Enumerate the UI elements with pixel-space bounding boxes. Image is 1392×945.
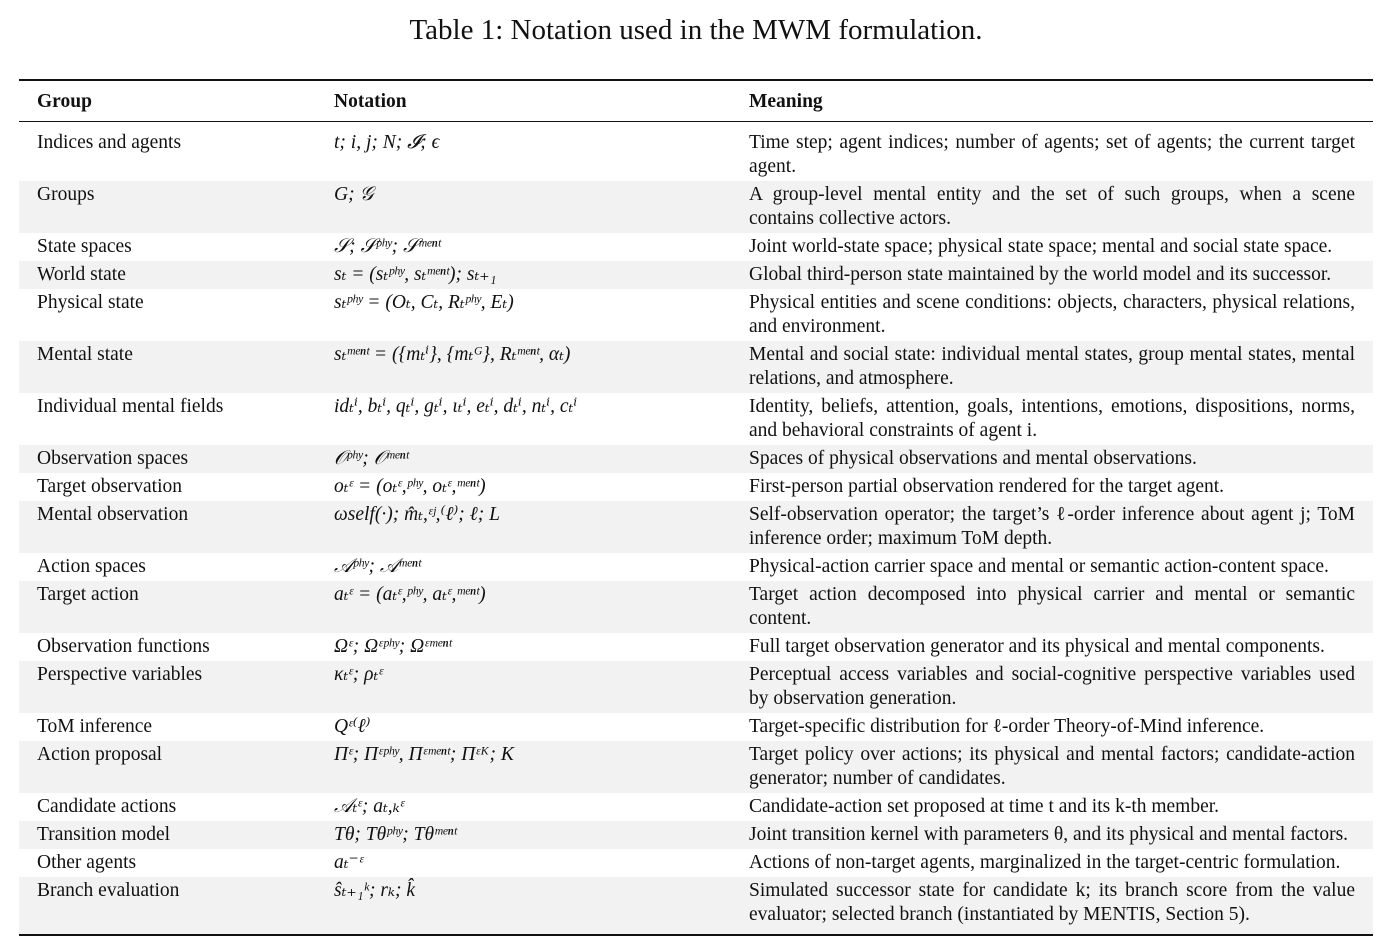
row-notation-cell: t; i, j; N; 𝓘; ϵ (334, 132, 440, 153)
row-meaning-cell: Mental and social state: individual mental states, group mental states, mental relations, and atmosphere. (749, 341, 1373, 393)
row-meaning-cell: Full target observation generator and its physical and mental components. (749, 636, 1325, 657)
row-notation-cell: Ωᵋ; Ωᵋᵖʰʸ; Ωᵋᵐᵉⁿᵗ (334, 636, 452, 657)
row-notation-cell: 𝒪ᵖʰʸ; 𝒪ᵐᵉⁿᵗ (334, 445, 749, 473)
row-group-cell: Groups (19, 181, 334, 233)
row-group-cell: Indices and agents (37, 132, 182, 153)
row-meaning-cell: Simulated successor state for candidate k; its branch score from the value evaluator; selected branch (instantiated by MENTIS, Section 5). (749, 877, 1373, 935)
row-notation-cell: Qᵋ⁽ℓ⁾ (334, 716, 371, 737)
row-group-cell: Action proposal (19, 741, 334, 793)
table-header (19, 80, 1373, 122)
row-meaning-cell: Target policy over actions; its physical and mental factors; candidate-action generator; number of candidates. (749, 741, 1373, 793)
row-meaning-cell: Global third-person state maintained by the world model and its successor. (749, 261, 1373, 289)
row-notation-cell: 𝒮; 𝒮ᵖʰʸ; 𝒮ᵐᵉⁿᵗ (334, 236, 441, 257)
table-row (19, 181, 1373, 233)
table-row (19, 341, 1373, 393)
header-group: Group (37, 91, 92, 112)
table-row (19, 473, 1373, 501)
row-group-cell: Target action (19, 581, 334, 633)
table-row (19, 553, 1373, 581)
table-row (19, 821, 1373, 849)
row-notation-cell: ŝₜ₊₁ᵏ; rₖ; k̂ (334, 877, 749, 935)
table-row (19, 233, 1373, 261)
header-meaning: Meaning (749, 91, 823, 112)
table-row (19, 393, 1373, 445)
table-row (19, 445, 1373, 473)
table-row (19, 122, 1373, 182)
table-row (19, 633, 1373, 661)
table-row (19, 501, 1373, 553)
row-notation-cell: Πᵋ; Πᵋᵖʰʸ, Πᵋᵐᵉⁿᵗ; Πᵋᴷ; K (334, 741, 749, 793)
table-row (19, 261, 1373, 289)
row-notation-cell: Tθ; Tθᵖʰʸ; Tθᵐᵉⁿᵗ (334, 821, 749, 849)
header-row (19, 80, 1373, 122)
row-meaning-cell: Target action decomposed into physical carrier and mental or semantic content. (749, 581, 1373, 633)
row-group-cell: Individual mental fields (37, 396, 224, 417)
row-meaning-cell: A group-level mental entity and the set of such groups, when a scene contains collective actors. (749, 181, 1373, 233)
row-meaning-cell: Identity, beliefs, attention, goals, intentions, emotions, dispositions, norms, and behavioral constraints of agent i. (749, 396, 1355, 441)
row-notation-cell: idₜⁱ, bₜⁱ, qₜⁱ, gₜⁱ, ιₜⁱ, eₜⁱ, dₜⁱ, nₜⁱ, cₜⁱ (334, 396, 578, 417)
row-notation-cell: aₜᵋ = (aₜᵋ,ᵖʰʸ, aₜᵋ,ᵐᵉⁿᵗ) (334, 581, 749, 633)
row-group-cell: Observation functions (37, 636, 210, 657)
row-notation-cell: sₜᵖʰʸ = (Oₜ, Cₜ, Rₜᵖʰʸ, Eₜ) (334, 292, 514, 313)
row-notation-cell: 𝒜ᵖʰʸ; 𝒜ᵐᵉⁿᵗ (334, 556, 421, 577)
row-group-cell: Perspective variables (19, 661, 334, 713)
row-group-cell: Action spaces (37, 556, 146, 577)
row-meaning-cell: Joint world-state space; physical state space; mental and social state space. (749, 236, 1333, 257)
row-group-cell: Candidate actions (37, 796, 177, 817)
row-notation-cell: G; 𝒢 (334, 181, 749, 233)
row-group-cell: Mental observation (19, 501, 334, 553)
table-row (19, 877, 1373, 935)
table-row (19, 849, 1373, 877)
table-row (19, 741, 1373, 793)
row-notation-cell: sₜᵐᵉⁿᵗ = ({mₜⁱ}, {mₜᴳ}, Rₜᵐᵉⁿᵗ, αₜ) (334, 341, 749, 393)
table-row (19, 713, 1373, 741)
notation-table (19, 79, 1373, 936)
row-group-cell: Mental state (19, 341, 334, 393)
row-meaning-cell: Perceptual access variables and social-cognitive perspective variables used by observation generation. (749, 661, 1373, 713)
row-meaning-cell: Target-specific distribution for ℓ-order Theory-of-Mind inference. (749, 716, 1265, 737)
row-notation-cell: 𝒜ₜᵋ; aₜ,ₖᵋ (334, 796, 405, 817)
row-meaning-cell: Physical entities and scene conditions: objects, characters, physical relations, and environment. (749, 292, 1355, 337)
row-notation-cell: oₜᵋ = (oₜᵋ,ᵖʰʸ, oₜᵋ,ᵐᵉⁿᵗ) (334, 476, 486, 497)
table-row (19, 661, 1373, 713)
row-meaning-cell: First-person partial observation rendered for the target agent. (749, 476, 1225, 497)
row-group-cell: ToM inference (37, 716, 153, 737)
table-row (19, 793, 1373, 821)
row-notation-cell: ωself(·); m̂ₜ,ᵋʲ,⁽ℓ⁾; ℓ; L (334, 501, 749, 553)
table-body (19, 122, 1373, 936)
row-meaning-cell: Candidate-action set proposed at time t and its k-th member. (749, 796, 1220, 817)
row-group-cell: Other agents (37, 852, 137, 873)
table-caption: Table 1: Notation used in the MWM formulation. (409, 14, 983, 46)
row-group-cell: State spaces (37, 236, 132, 257)
row-notation-cell: κₜᵋ; ρₜᵋ (334, 661, 749, 713)
row-meaning-cell: Physical-action carrier space and mental or semantic action-content space. (749, 556, 1329, 577)
header-notation: Notation (334, 91, 407, 112)
row-group-cell: Transition model (19, 821, 334, 849)
row-group-cell: World state (19, 261, 334, 289)
table-row (19, 581, 1373, 633)
row-group-cell: Target observation (37, 476, 183, 497)
table-row (19, 289, 1373, 341)
row-group-cell: Branch evaluation (19, 877, 334, 935)
notation-table-wrapper (19, 79, 1373, 936)
row-meaning-cell: Spaces of physical observations and mental observations. (749, 445, 1373, 473)
row-meaning-cell: Self-observation operator; the target’s ℓ-order inference about agent j; ToM inference order; maximum ToM depth. (749, 501, 1373, 553)
row-meaning-cell: Actions of non-target agents, marginalized in the target-centric formulation. (749, 852, 1341, 873)
row-notation-cell: aₜ⁻ᵋ (334, 852, 364, 873)
row-group-cell: Physical state (37, 292, 144, 313)
row-meaning-cell: Joint transition kernel with parameters θ, and its physical and mental factors. (749, 821, 1373, 849)
row-group-cell: Observation spaces (19, 445, 334, 473)
row-notation-cell: sₜ = (sₜᵖʰʸ, sₜᵐᵉⁿᵗ); sₜ₊₁ (334, 261, 749, 289)
row-meaning-cell: Time step; agent indices; number of agents; set of agents; the current target agent. (749, 132, 1355, 177)
